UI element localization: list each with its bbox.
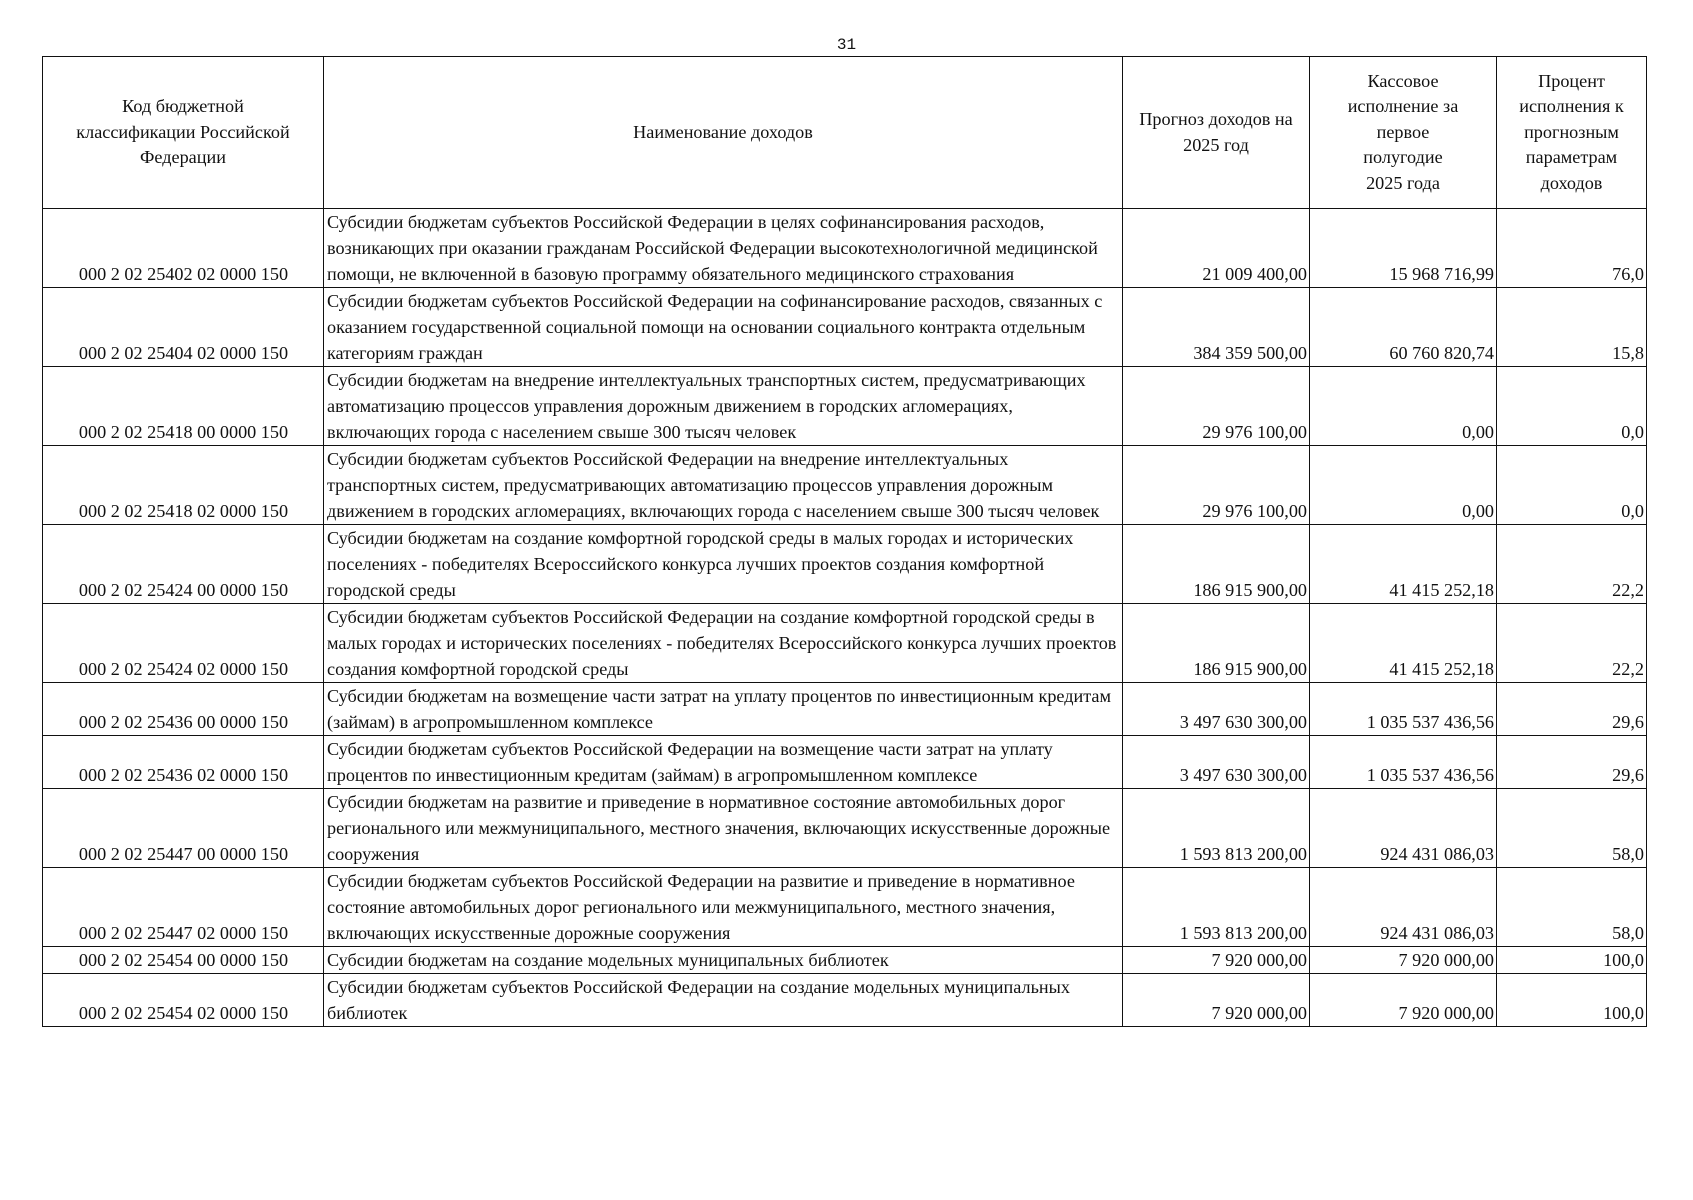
income-table bbox=[42, 56, 1647, 1027]
row-execution: 1 035 537 436,56 bbox=[1310, 736, 1497, 789]
row-name: Субсидии бюджетам на развитие и приведение в нормативное состояние автомобильных дорог регионального или межмуниципального, местного значения, включающих искусственные дорожные сооружения bbox=[324, 789, 1123, 868]
row-execution: 7 920 000,00 bbox=[1310, 947, 1497, 974]
row-name: Субсидии бюджетам на создание комфортной городской среды в малых городах и исторических поселениях - победителях Всероссийского конкурса лучших проектов создания комфортной городской среды bbox=[324, 525, 1123, 604]
row-code: 000 2 02 25447 02 0000 150 bbox=[43, 868, 324, 947]
table-row bbox=[43, 974, 1647, 1027]
row-percent: 0,0 bbox=[1497, 367, 1647, 446]
row-forecast: 29 976 100,00 bbox=[1123, 367, 1310, 446]
row-execution: 0,00 bbox=[1310, 446, 1497, 525]
row-execution: 15 968 716,99 bbox=[1310, 209, 1497, 288]
row-forecast: 186 915 900,00 bbox=[1123, 525, 1310, 604]
header-code: Код бюджетной классификации Российской Федерации bbox=[43, 57, 324, 209]
row-percent: 58,0 bbox=[1497, 868, 1647, 947]
table-row bbox=[43, 736, 1647, 789]
page-number bbox=[0, 36, 1693, 54]
row-forecast: 29 976 100,00 bbox=[1123, 446, 1310, 525]
row-percent: 29,6 bbox=[1497, 683, 1647, 736]
row-execution: 0,00 bbox=[1310, 367, 1497, 446]
row-name: Субсидии бюджетам субъектов Российской Федерации на создание модельных муниципальных библиотек bbox=[324, 974, 1123, 1027]
row-percent: 22,2 bbox=[1497, 525, 1647, 604]
table-row bbox=[43, 525, 1647, 604]
row-name: Субсидии бюджетам субъектов Российской Федерации в целях софинансирования расходов, возникающих при оказании гражданам Российской Федерации высокотехнологичной медицинской помощи, не включенной в базовую программу обязательного медицинского страхования bbox=[324, 209, 1123, 288]
header-forecast: Прогноз доходов на 2025 год bbox=[1123, 57, 1310, 209]
row-percent: 22,2 bbox=[1497, 604, 1647, 683]
table-body bbox=[43, 209, 1647, 1027]
row-execution: 924 431 086,03 bbox=[1310, 868, 1497, 947]
row-name: Субсидии бюджетам на создание модельных муниципальных библиотек bbox=[324, 947, 1123, 974]
table-row bbox=[43, 446, 1647, 525]
row-percent: 100,0 bbox=[1497, 947, 1647, 974]
row-code: 000 2 02 25447 00 0000 150 bbox=[43, 789, 324, 868]
row-name: Субсидии бюджетам на внедрение интеллектуальных транспортных систем, предусматривающих автоматизацию процессов управления дорожным движением в городских агломерациях, включающих города с населением свыше 300 тысяч человек bbox=[324, 367, 1123, 446]
table-row bbox=[43, 288, 1647, 367]
table-row bbox=[43, 683, 1647, 736]
row-code: 000 2 02 25418 02 0000 150 bbox=[43, 446, 324, 525]
row-percent: 15,8 bbox=[1497, 288, 1647, 367]
row-execution: 60 760 820,74 bbox=[1310, 288, 1497, 367]
row-execution: 41 415 252,18 bbox=[1310, 604, 1497, 683]
row-percent: 100,0 bbox=[1497, 974, 1647, 1027]
row-code: 000 2 02 25424 00 0000 150 bbox=[43, 525, 324, 604]
row-code: 000 2 02 25418 00 0000 150 bbox=[43, 367, 324, 446]
header-percent: Процент исполнения к прогнозным параметрам доходов bbox=[1497, 57, 1647, 209]
row-code: 000 2 02 25436 00 0000 150 bbox=[43, 683, 324, 736]
row-execution: 41 415 252,18 bbox=[1310, 525, 1497, 604]
row-forecast: 1 593 813 200,00 bbox=[1123, 789, 1310, 868]
table-row bbox=[43, 604, 1647, 683]
row-percent: 29,6 bbox=[1497, 736, 1647, 789]
row-code: 000 2 02 25404 02 0000 150 bbox=[43, 288, 324, 367]
row-name: Субсидии бюджетам субъектов Российской Федерации на возмещение части затрат на уплату процентов по инвестиционным кредитам (займам) в агропромышленном комплексе bbox=[324, 736, 1123, 789]
row-forecast: 21 009 400,00 bbox=[1123, 209, 1310, 288]
table-row bbox=[43, 868, 1647, 947]
row-forecast: 7 920 000,00 bbox=[1123, 947, 1310, 974]
table-header bbox=[43, 57, 1647, 209]
table-row bbox=[43, 209, 1647, 288]
row-name: Субсидии бюджетам субъектов Российской Федерации на развитие и приведение в нормативное состояние автомобильных дорог регионального или межмуниципального, местного значения, включающих искусственные дорожные сооружения bbox=[324, 868, 1123, 947]
row-name: Субсидии бюджетам на возмещение части затрат на уплату процентов по инвестиционным кредитам (займам) в агропромышленном комплексе bbox=[324, 683, 1123, 736]
header-name: Наименование доходов bbox=[324, 57, 1123, 209]
row-forecast: 3 497 630 300,00 bbox=[1123, 736, 1310, 789]
header-row bbox=[43, 57, 1647, 209]
row-name: Субсидии бюджетам субъектов Российской Федерации на создание комфортной городской среды в малых городах и исторических поселениях - победителях Всероссийского конкурса лучших проектов создания комфортной городской среды bbox=[324, 604, 1123, 683]
row-name: Субсидии бюджетам субъектов Российской Федерации на софинансирование расходов, связанных с оказанием государственной социальной помощи на основании социального контракта отдельным категориям граждан bbox=[324, 288, 1123, 367]
table-row bbox=[43, 367, 1647, 446]
header-execution: Кассовое исполнение за первое полугодие 2025 года bbox=[1310, 57, 1497, 209]
row-code: 000 2 02 25402 02 0000 150 bbox=[43, 209, 324, 288]
row-forecast: 186 915 900,00 bbox=[1123, 604, 1310, 683]
row-forecast: 384 359 500,00 bbox=[1123, 288, 1310, 367]
row-execution: 1 035 537 436,56 bbox=[1310, 683, 1497, 736]
row-code: 000 2 02 25454 00 0000 150 bbox=[43, 947, 324, 974]
table-row bbox=[43, 789, 1647, 868]
row-code: 000 2 02 25454 02 0000 150 bbox=[43, 974, 324, 1027]
row-forecast: 7 920 000,00 bbox=[1123, 974, 1310, 1027]
row-percent: 0,0 bbox=[1497, 446, 1647, 525]
table-row bbox=[43, 947, 1647, 974]
row-percent: 58,0 bbox=[1497, 789, 1647, 868]
row-code: 000 2 02 25424 02 0000 150 bbox=[43, 604, 324, 683]
row-execution: 7 920 000,00 bbox=[1310, 974, 1497, 1027]
row-code: 000 2 02 25436 02 0000 150 bbox=[43, 736, 324, 789]
page-number-text: 31 bbox=[836, 36, 857, 54]
row-name: Субсидии бюджетам субъектов Российской Федерации на внедрение интеллектуальных транспортных систем, предусматривающих автоматизацию процессов управления дорожным движением в городских агломерациях, включающих города с населением свыше 300 тысяч человек bbox=[324, 446, 1123, 525]
row-forecast: 3 497 630 300,00 bbox=[1123, 683, 1310, 736]
row-execution: 924 431 086,03 bbox=[1310, 789, 1497, 868]
row-forecast: 1 593 813 200,00 bbox=[1123, 868, 1310, 947]
row-percent: 76,0 bbox=[1497, 209, 1647, 288]
